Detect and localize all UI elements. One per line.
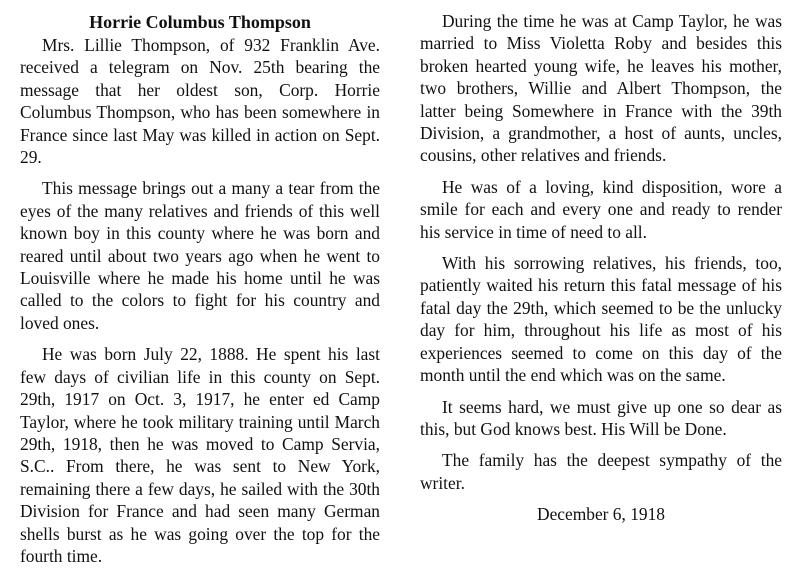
paragraph-survivors: During the time he was at Camp Taylor, he was married to Miss Violetta Roby and besides this broken hearted young wife, he leaves his mother, two brothers, Willie and Albert Thompson, the latter being Somewhere in France with the 39th Division, a grandmother, a host of aunts, uncles, cousins, other relatives and friends. xyxy=(420,11,782,166)
paragraph-relatives-tears: This message brings out a many a tear from the eyes of the many relatives and friends of this well known boy in this county where he was born and reared until about two years ago when he went to Louisville where he made his home until he was called to the colors to fight for his country and loved ones. xyxy=(20,178,380,333)
article-title: Horrie Columbus Thompson xyxy=(89,12,311,32)
paragraph-military-history: He was born July 22, 1888. He spent his last few days of civilian life in this county on Sept. 29th, 1917 on Oct. 3, 1917, he enter ed Camp Taylor, where he took military training until March 29th, 1918, then he was moved to Camp Servia, S.C.. From there, he was sent to New York, remaining there a few days, he sailed with the 30th Division for France and had seen many German shells burst as he was going over the top for the fourth time. xyxy=(20,344,380,566)
paragraph-gods-will: It seems hard, we must give up one so dear as this, but God knows best. His Will be Done. xyxy=(420,396,782,439)
paragraph-fatal-day: With his sorrowing relatives, his friends, too, patiently waited his return this fatal message of his fatal day the 29th, which seemed to be the unlucky day for him, throughout his life as most of his experiences seemed to come on this day of the month until the end which was on the same. xyxy=(420,253,782,386)
right-column xyxy=(420,10,782,535)
dateline: December 6, 1918 xyxy=(537,504,665,525)
left-column xyxy=(20,10,380,576)
paragraph-sympathy: The family has the deepest sympathy of the writer. xyxy=(420,450,782,493)
paragraph-telegram: Mrs. Lillie Thompson, of 932 Franklin Ave. received a telegram on Nov. 25th bearing the message that her oldest son, Corp. Horrie Columbus Thompson, who has been somewhere in France since last May was killed in action on Sept. 29. xyxy=(20,35,380,168)
paragraph-disposition: He was of a loving, kind disposition, wore a smile for each and every one and ready to render his service in time of need to all. xyxy=(420,176,782,242)
